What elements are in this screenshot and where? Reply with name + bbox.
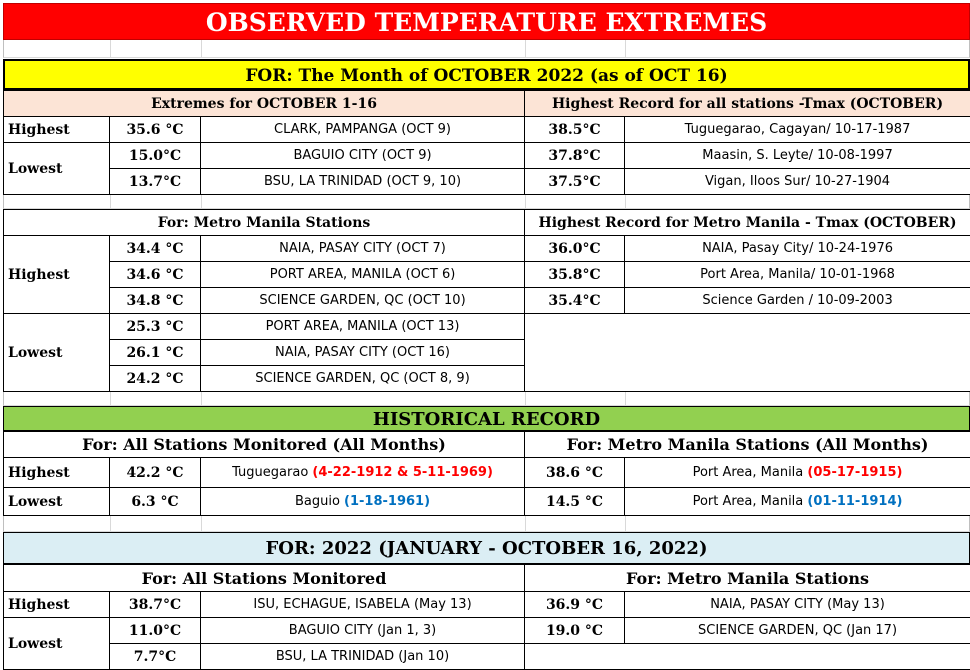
temperature-value: 34.6 °C [110,262,201,288]
section-header: For: Metro Manila Stations [4,210,525,236]
row-label-highest: Highest [4,236,110,314]
section-header: For: Metro Manila Stations (All Months) [525,432,970,458]
temperature-value: 35.4°C [525,288,625,314]
temperature-value: 6.3 °C [110,488,201,516]
temperature-value: 36.0°C [525,236,625,262]
station-location: SCIENCE GARDEN, QC (OCT 8, 9) [201,366,525,392]
temperature-value: 38.6 °C [525,458,625,488]
month-banner: FOR: The Month of OCTOBER 2022 (as of OCT 16) [3,59,970,90]
section-header: For: Metro Manila Stations [525,565,970,592]
station-location: Port Area, Manila/ 10-01-1968 [625,262,970,288]
temperature-value: 26.1 °C [110,340,201,366]
row-label-lowest: Lowest [4,618,110,670]
temperature-value: 37.5°C [525,169,625,195]
station-location: Maasin, S. Leyte/ 10-08-1997 [625,143,970,169]
station-location [625,458,970,488]
station-location: Vigan, Iloos Sur/ 10-27-1904 [625,169,970,195]
station-location: PORT AREA, MANILA (OCT 6) [201,262,525,288]
station-location: NAIA, PASAY CITY (OCT 7) [201,236,525,262]
section-header: Highest Record for all stations -Tmax (OCTOBER) [525,91,970,117]
station-location: Science Garden / 10-09-2003 [625,288,970,314]
temperature-value: 7.7°C [110,644,201,670]
temperature-value: 24.2 °C [110,366,201,392]
station-location [201,488,525,516]
station-location [201,458,525,488]
section-header: Highest Record for Metro Manila - Tmax (OCTOBER) [525,210,970,236]
row-label-highest: Highest [4,592,110,618]
year-2022-table [3,564,970,670]
temperature-value: 19.0 °C [525,618,625,644]
section-header: For: All Stations Monitored (All Months) [4,432,525,458]
station-name: Port Area, Manila [692,465,808,480]
temperature-value: 38.5°C [525,117,625,143]
station-location: BSU, LA TRINIDAD (OCT 9, 10) [201,169,525,195]
record-date: (1-18-1961) [344,494,431,509]
record-date: (05-17-1915) [807,465,903,480]
station-location: NAIA, Pasay City/ 10-24-1976 [625,236,970,262]
row-label-lowest: Lowest [4,314,110,392]
record-date: (01-11-1914) [807,494,903,509]
historical-record-table [3,431,970,516]
section-header: For: All Stations Monitored [4,565,525,592]
temperature-value: 37.8°C [525,143,625,169]
row-label-lowest: Lowest [4,143,110,195]
station-location: SCIENCE GARDEN, QC (OCT 10) [201,288,525,314]
spreadsheet-gridline [3,40,970,58]
station-location: BSU, LA TRINIDAD (Jan 10) [201,644,525,670]
station-location: ISU, ECHAGUE, ISABELA (May 13) [201,592,525,618]
temperature-value: 38.7°C [110,592,201,618]
record-date: (4-22-1912 & 5-11-1969) [312,465,493,480]
row-label-lowest: Lowest [4,488,110,516]
october-extremes-table [3,90,970,195]
temperature-value: 34.4 °C [110,236,201,262]
temperature-value: 13.7°C [110,169,201,195]
spreadsheet-gridline [3,516,970,532]
historical-banner: HISTORICAL RECORD [3,406,970,431]
station-location [625,488,970,516]
station-name: Port Area, Manila [692,494,808,509]
empty-cell [525,314,970,392]
year-banner: FOR: 2022 (JANUARY - OCTOBER 16, 2022) [3,532,970,564]
row-label-highest: Highest [4,458,110,488]
station-name: Tuguegarao [232,465,313,480]
station-location: NAIA, PASAY CITY (OCT 16) [201,340,525,366]
station-location: NAIA, PASAY CITY (May 13) [625,592,970,618]
temperature-value: 35.8°C [525,262,625,288]
station-name: Baguio [294,494,345,509]
temperature-value: 34.8 °C [110,288,201,314]
page-title: OBSERVED TEMPERATURE EXTREMES [3,3,970,40]
station-location: BAGUIO CITY (Jan 1, 3) [201,618,525,644]
section-header: Extremes for OCTOBER 1-16 [4,91,525,117]
temperature-value: 11.0°C [110,618,201,644]
station-location: CLARK, PAMPANGA (OCT 9) [201,117,525,143]
empty-cell [525,644,970,670]
row-label-highest: Highest [4,117,110,143]
temperature-value: 25.3 °C [110,314,201,340]
station-location: Tuguegarao, Cagayan/ 10-17-1987 [625,117,970,143]
temperature-value: 15.0°C [110,143,201,169]
temperature-value: 14.5 °C [525,488,625,516]
station-location: BAGUIO CITY (OCT 9) [201,143,525,169]
station-location: SCIENCE GARDEN, QC (Jan 17) [625,618,970,644]
temperature-value: 36.9 °C [525,592,625,618]
temperature-value: 42.2 °C [110,458,201,488]
spreadsheet-gridline [3,195,970,209]
temperature-value: 35.6 °C [110,117,201,143]
metro-manila-table [3,209,970,392]
spreadsheet-gridline [3,392,970,406]
station-location: PORT AREA, MANILA (OCT 13) [201,314,525,340]
